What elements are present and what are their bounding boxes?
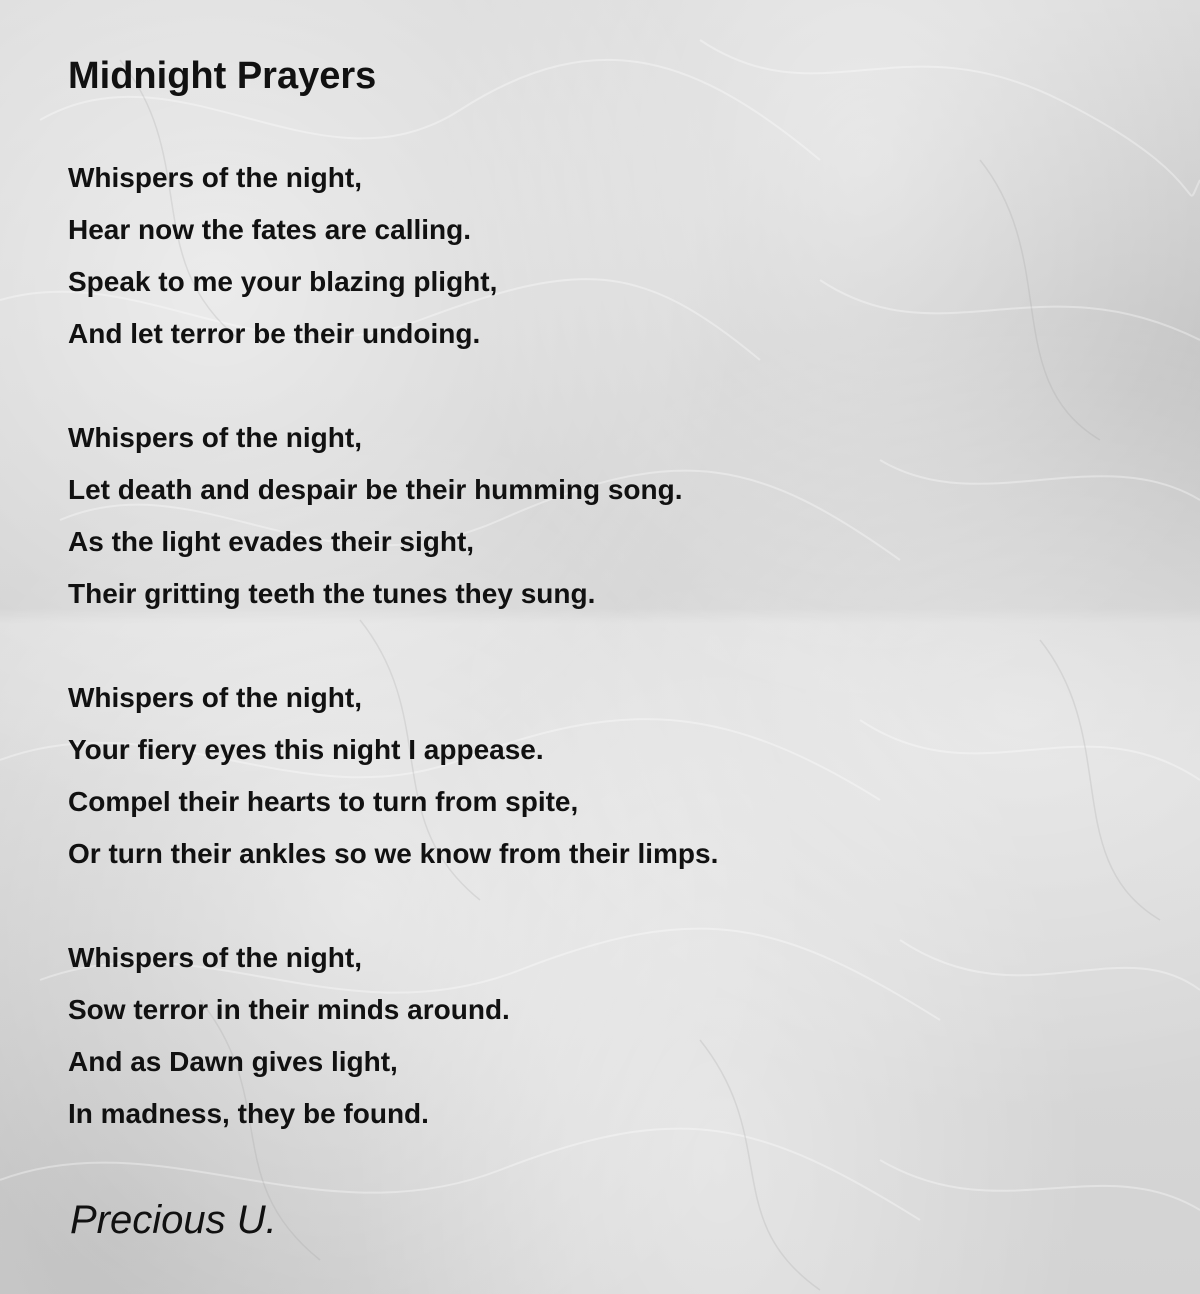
stanza-1	[68, 152, 1168, 360]
stanza-2	[68, 412, 1168, 620]
poem-line: As the light evades their sight,	[68, 526, 475, 557]
poem-line: Whispers of the night,	[68, 682, 362, 713]
poem-line: Whispers of the night,	[68, 162, 362, 193]
poem-line: In madness, they be found.	[68, 1098, 429, 1129]
poem-line: Hear now the fates are calling.	[68, 214, 472, 245]
poem-line: Their gritting teeth the tunes they sung.	[68, 578, 596, 609]
poem-title: Midnight Prayers	[68, 55, 377, 97]
poem-line: Let death and despair be their humming song.	[68, 474, 683, 505]
stanza-4	[68, 932, 1168, 1140]
poem-line: Or turn their ankles so we know from their limps.	[68, 838, 719, 869]
poem-line: And let terror be their undoing.	[68, 318, 481, 349]
poem-line: Your fiery eyes this night I appease.	[68, 734, 544, 765]
poem-line: Speak to me your blazing plight,	[68, 266, 498, 297]
poem-line: Sow terror in their minds around.	[68, 994, 510, 1025]
poem-line: And as Dawn gives light,	[68, 1046, 398, 1077]
poem-line: Whispers of the night,	[68, 942, 362, 973]
poem-page	[68, 52, 1168, 1248]
stanza-3	[68, 672, 1168, 880]
poem-body	[68, 152, 1168, 1140]
poem-author: Precious U.	[70, 1198, 277, 1242]
poem-line: Compel their hearts to turn from spite,	[68, 786, 579, 817]
poem-line: Whispers of the night,	[68, 422, 362, 453]
